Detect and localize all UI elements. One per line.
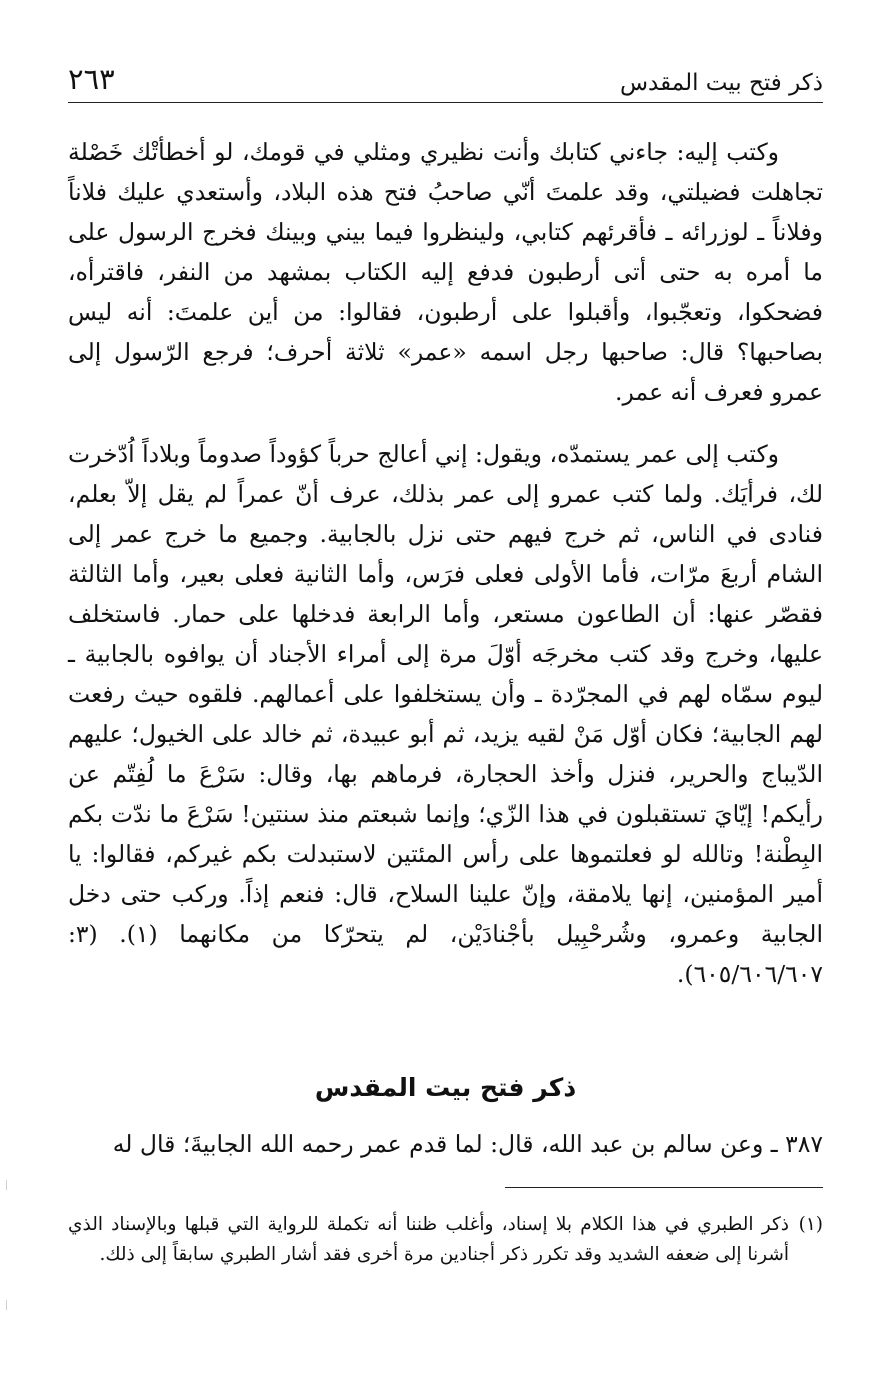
section-heading: ذكر فتح بيت المقدس bbox=[314, 1073, 577, 1102]
running-header-title: ذكر فتح بيت المقدس bbox=[619, 70, 823, 96]
footnote bbox=[68, 1210, 823, 1270]
page-number: ٢٦٣ bbox=[68, 62, 115, 96]
footnote-marker: (١) bbox=[798, 1214, 823, 1235]
footnote-divider bbox=[505, 1187, 823, 1188]
scan-margin-mark bbox=[6, 1300, 7, 1310]
numbered-report-387: ٣٨٧ ـ وعن سالم بن عبد الله، قال: لما قدم عمر رحمه الله الجابيةَ؛ قال له bbox=[112, 1130, 823, 1158]
footnote-text: ذكر الطبري في هذا الكلام بلا إسناد، وأغلب ظننا أنه تكملة للرواية التي قبلها وبالإسناد الذي أشرنا إلى ضعفه الشديد وقد تكرر ذكر أجنادين مرة أخرى فقد أشار الطبري سابقاً إلى ذلك. bbox=[68, 1214, 789, 1265]
running-header bbox=[68, 58, 823, 103]
main-text bbox=[68, 132, 823, 994]
paragraph-letter-to-artabun: وكتب إليه: جاءني كتابك وأنت نظيري ومثلي في قومك، لو أخطأتْك خَصْلة تجاهلت فضيلتي، وقد علمتَ أنّي صاحبُ فتح هذه البلاد، وأستعدي عليك فلاناً وفلاناً ـ لوزرائه ـ فأقرئهم كتابي، ولينظروا فيما بيني وبينك فخرج الرسول على ما أمره به حتى أتى أرطبون فدفع إليه الكتاب بمشهد من النفر، فاقترأه، فضحكوا، وتعجّبوا، وأقبلوا على أرطبون، فقالوا: من أين علمتَ: أنه ليس بصاحبها؟ قال: صاحبها رجل اسمه «عمر» ثلاثة أحرف؛ فرجع الرّسول إلى عمرو فعرف أنه عمر. bbox=[68, 138, 823, 406]
scan-margin-mark bbox=[6, 1180, 7, 1190]
paragraph-umar-journey: وكتب إلى عمر يستمدّه، ويقول: إني أعالج حرباً كؤوداً صدوماً وبلاداً اُدّخرت لك، فرأيَك. ولما كتب عمرو إلى عمر بذلك، عرف أنّ عمراً لم يقل إلاّ بعلم، فنادى في الناس، ثم خرج فيهم حتى نزل بالجابية. وجميع ما خرج عمر إلى الشام أربعَ مرّات، فأما الأولى فعلى فرَس، وأما الثانية فعلى بعير، وأما الثالثة فقصّر عنها: أن الطاعون مستعر، وأما الرابعة فدخلها على حمار. فاستخلف عليها، وخرج وقد كتب مخرجَه أوّلَ مرة إلى أمراء الأجناد أن يوافوه بالجابية ـ ليوم سمّاه لهم في المجرّدة ـ وأن يستخلفوا على أعمالهم. فلقوه حيث رفعت لهم الجابية؛ فكان أوّل مَنْ لقيه يزيد، ثم أبو عبيدة، ثم خالد على الخيول؛ عليهم الدّيباج والحرير، فنزل وأخذ الحجارة، فرماهم بها، وقال: سَرْعَ ما لُفِتّم عن رأيكم! إيّايَ تستقبلون في هذا الزّي؛ وإنما شبعتم منذ سنتين! سَرْعَ ما ندّت بكم البِطْنة! وتالله لو فعلتموها على رأس المئتين لاستبدلت بكم غيركم، فقالوا: يا أمير المؤمنين، إنها يلامقة، وإنّ علينا السلاح، قال: فنعم إذاً. وركب حتى دخل الجابية وعمرو، وشُرحْبِيل بأجْنادَيْن، لم يتحرّكا من مكانهما (١). (٣: ٦٠٥/٦٠٦/٦٠٧). bbox=[68, 440, 823, 988]
